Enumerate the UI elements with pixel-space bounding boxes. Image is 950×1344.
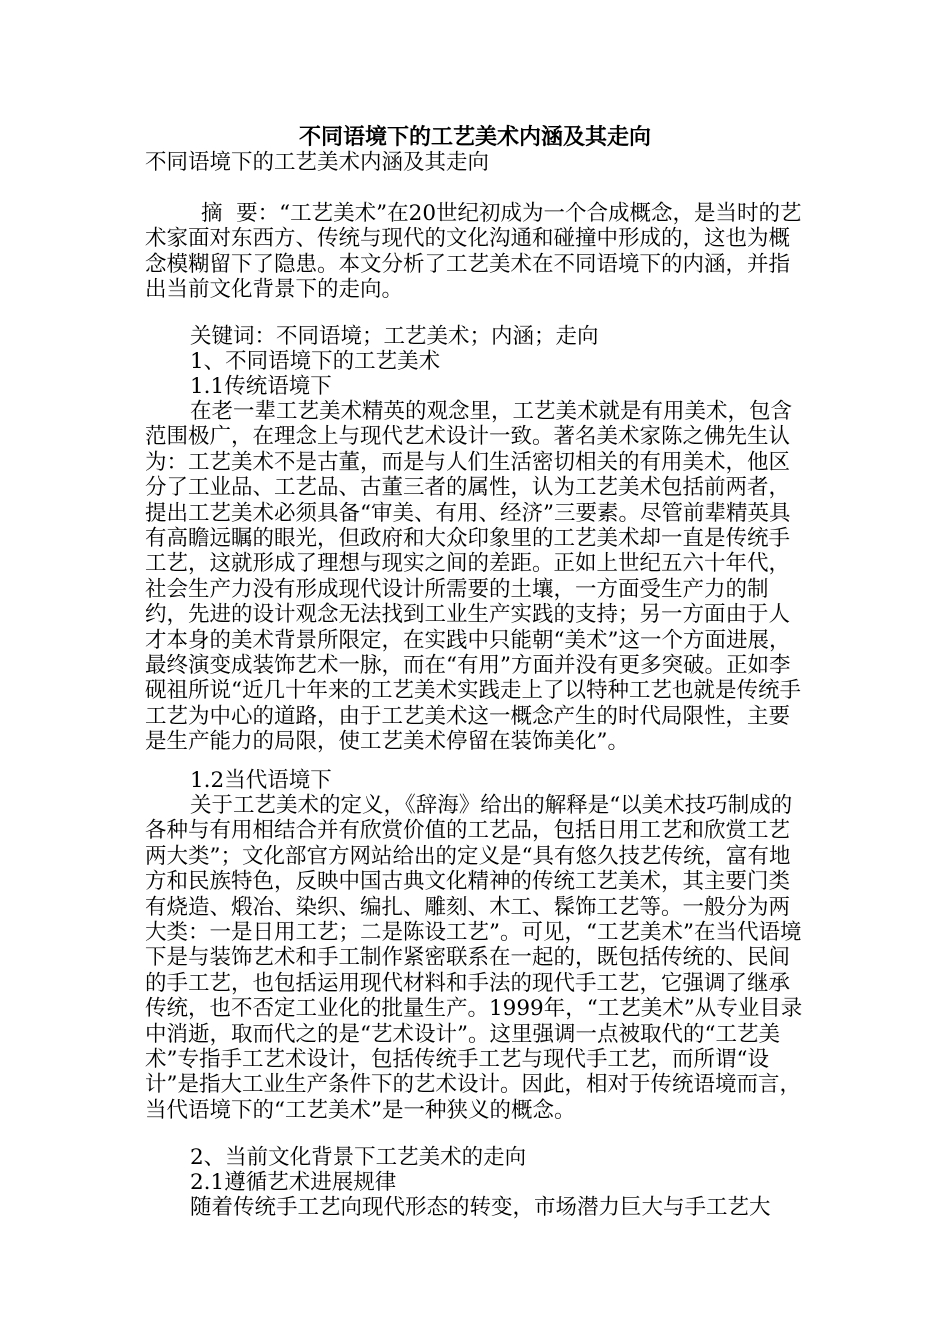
section-2-heading: 2、当前文化背景下工艺美术的走向 — [190, 1145, 527, 1170]
section-1-2-heading: 1.2当代语境下 — [190, 768, 332, 793]
section-1-2-paragraph: 关于工艺美术的定义，《辞海》给出的解释是“以美术技巧制成的各种与有用相结合并有欣赏价值的工艺品，包括日用工艺和欣赏工艺两大类”；文化部官方网站给出的定义是“具有悠久技艺传统，富有地方和民族特色，反映中国古典文化精神的传统工艺美术，其主要门类有烧造、煅冶、染织、编扎、雕刻、木工、髹饰工艺等。一般分为两大类：一是日用工艺；二是陈设工艺”。可见，“工艺美术”在当代语境下是与装饰艺术和手工制作紧密联系在一起的，既包括传统的、民间的手工艺，也包括运用现代材料和手法的现代手工艺，它强调了继承传统，也不否定工业化的批量生产。1999年，“工艺美术”从专业目录中消逝，取而代之的是“艺术设计”。这里强调一点被取代的“工艺美术”专指手工艺术设计，包括传统手工艺与现代手工艺，而所谓“设计”是指大工业生产条件下的艺术设计。因此，相对于传统语境而言，当代语境下的“工艺美术”是一种狭义的概念。 — [145, 793, 803, 1123]
abstract-paragraph: 摘 要：“工艺美术”在20世纪初成为一个合成概念，是当时的艺术家面对东西方、传统与现代的文化沟通和碰撞中形成的，这也为概念模糊留下了隐患。本文分析了工艺美术在不同语境下的内涵，并指出当前文化背景下的走向。 — [145, 201, 802, 303]
document-title: 不同语境下的工艺美术内涵及其走向 — [298, 124, 651, 150]
section-2-1-heading: 2.1遵循艺术进展规律 — [190, 1170, 397, 1195]
document-subtitle: 不同语境下的工艺美术内涵及其走向 — [145, 150, 490, 175]
section-1-heading: 1、不同语境下的工艺美术 — [190, 349, 441, 374]
section-1-1-paragraph: 在老一辈工艺美术精英的观念里，工艺美术就是有用美术，包含范围极广，在理念上与现代艺术设计一致。著名美术家陈之佛先生认为：工艺美术不是古董，而是与人们生活密切相关的有用美术，他区分了工业品、工艺品、古董三者的属性，认为工艺美术包括前两者，提出工艺美术必须具备“审美、有用、经济”三要素。尽管前辈精英具有高瞻远瞩的眼光，但政府和大众印象里的工艺美术却一直是传统手工艺，这就形成了理想与现实之间的差距。正如上世纪五六十年代，社会生产力没有形成现代设计所需要的土壤，一方面受生产力的制约，先进的设计观念无法找到工业生产实践的支持；另一方面由于人才本身的美术背景所限定，在实践中只能朝“美术”这一个方面进展，最终演变成装饰艺术一脉，而在“有用”方面并没有更多突破。正如李砚祖所说“近几十年来的工艺美术实践走上了以特种工艺也就是传统手工艺为中心的道路，由于工艺美术这一概念产生的时代局限性，主要是生产能力的局限，使工艺美术停留在装饰美化”。 — [145, 399, 801, 755]
keywords-line: 关键词：不同语境；工艺美术；内涵；走向 — [190, 324, 599, 349]
section-2-1-paragraph: 随着传统手工艺向现代形态的转变，市场潜力巨大与手工艺大 — [190, 1195, 771, 1220]
section-1-1-heading: 1.1传统语境下 — [190, 374, 332, 399]
